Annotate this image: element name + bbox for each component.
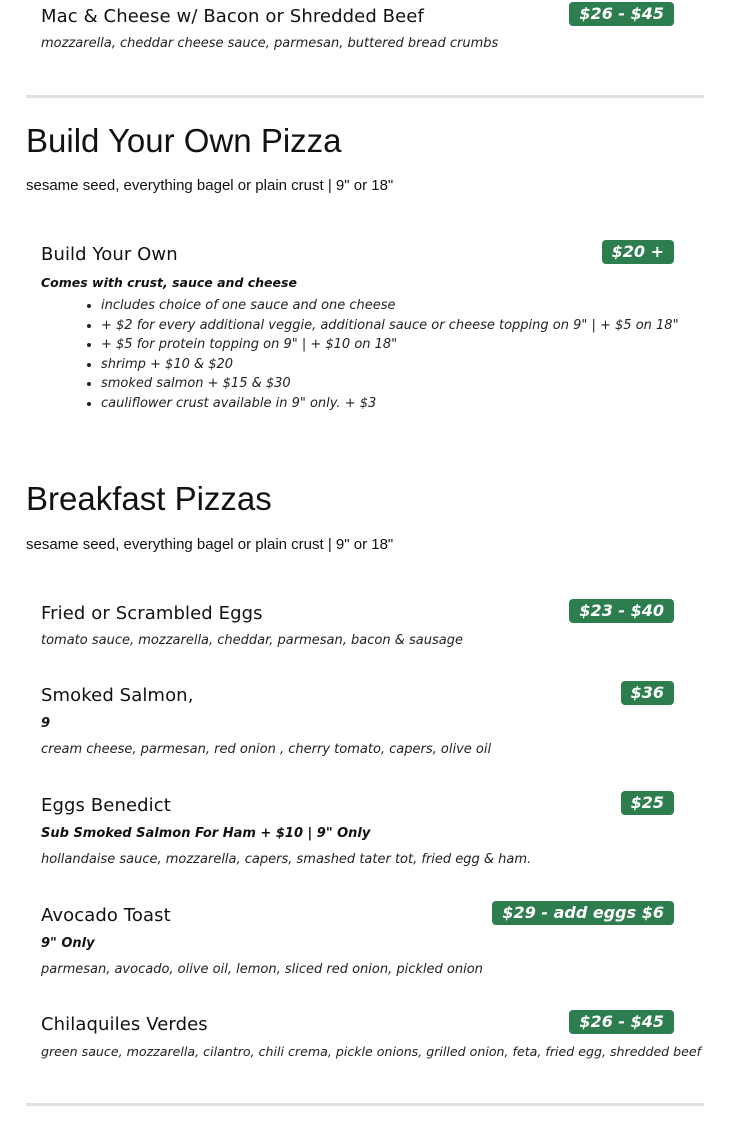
item-note: Comes with crust, sauce and cheese bbox=[41, 275, 297, 290]
item-description: tomato sauce, mozzarella, cheddar, parmesan, bacon & sausage bbox=[41, 633, 463, 648]
menu-item-fried-or-scrambled-eggs bbox=[41, 603, 674, 650]
item-name: Chilaquiles Verdes bbox=[41, 1014, 208, 1035]
list-item: • cauliflower crust available in 9" only. + $3 bbox=[101, 394, 674, 414]
item-name: Build Your Own bbox=[41, 244, 178, 265]
price-badge: $29 - add eggs $6 bbox=[492, 901, 674, 925]
menu-item-eggs-benedict bbox=[41, 795, 674, 869]
item-note: 9" Only bbox=[41, 936, 95, 951]
menu-item-chilaquiles-verdes bbox=[41, 1012, 702, 1061]
section-divider bbox=[26, 95, 704, 98]
item-description: cream cheese, parmesan, red onion , cherry tomato, capers, olive oil bbox=[41, 742, 492, 757]
item-description: parmesan, avocado, olive oil, lemon, sliced red onion, pickled onion bbox=[41, 962, 483, 977]
section-title-build-your-own-pizza: Build Your Own Pizza bbox=[26, 122, 342, 159]
section-subtitle: sesame seed, everything bagel or plain crust | 9" or 18" bbox=[26, 536, 394, 553]
price-badge: $26 - $45 bbox=[569, 1010, 674, 1034]
menu-item-smoked-salmon bbox=[41, 685, 674, 759]
list-item: • shrimp + $10 & $20 bbox=[101, 355, 674, 375]
list-item: • includes choice of one sauce and one cheese bbox=[101, 296, 674, 316]
item-description: green sauce, mozzarella, cilantro, chili crema, pickle onions, grilled onion, feta, fried egg, shredded beef bbox=[41, 1044, 702, 1059]
price-badge: $26 - $45 bbox=[569, 2, 674, 26]
price-badge: $23 - $40 bbox=[569, 599, 674, 623]
section-divider bbox=[26, 1103, 704, 1106]
price-badge: $20 + bbox=[602, 240, 674, 264]
price-badge: $25 bbox=[621, 791, 674, 815]
item-name: Fried or Scrambled Eggs bbox=[41, 603, 263, 624]
price-badge: $36 bbox=[621, 681, 674, 705]
options-list bbox=[41, 296, 679, 414]
list-item: • + $5 for protein topping on 9" | + $10 on 18" bbox=[101, 335, 674, 355]
item-description: hollandaise sauce, mozzarella, capers, smashed tater tot, fried egg & ham. bbox=[41, 852, 532, 867]
item-note: 9 bbox=[41, 716, 51, 731]
list-item: • smoked salmon + $15 & $30 bbox=[101, 374, 674, 394]
section-title-breakfast-pizzas: Breakfast Pizzas bbox=[26, 480, 272, 517]
menu-item-build-your-own bbox=[41, 242, 679, 414]
item-name: Mac & Cheese w/ Bacon or Shredded Beef bbox=[41, 6, 424, 27]
item-description: mozzarella, cheddar cheese sauce, parmesan, buttered bread crumbs bbox=[41, 36, 499, 51]
item-name: Smoked Salmon, bbox=[41, 685, 194, 706]
list-item: • + $2 for every additional veggie, additional sauce or cheese topping on 9" | + $5 on 18" bbox=[101, 316, 674, 336]
section-subtitle: sesame seed, everything bagel or plain crust | 9" or 18" bbox=[26, 177, 394, 194]
item-note: Sub Smoked Salmon For Ham + $10 | 9" Only bbox=[41, 826, 371, 841]
menu-item-avocado-toast bbox=[41, 905, 674, 979]
item-name: Avocado Toast bbox=[41, 905, 171, 926]
item-name: Eggs Benedict bbox=[41, 795, 171, 816]
menu-item-mac-and-cheese bbox=[41, 6, 674, 53]
